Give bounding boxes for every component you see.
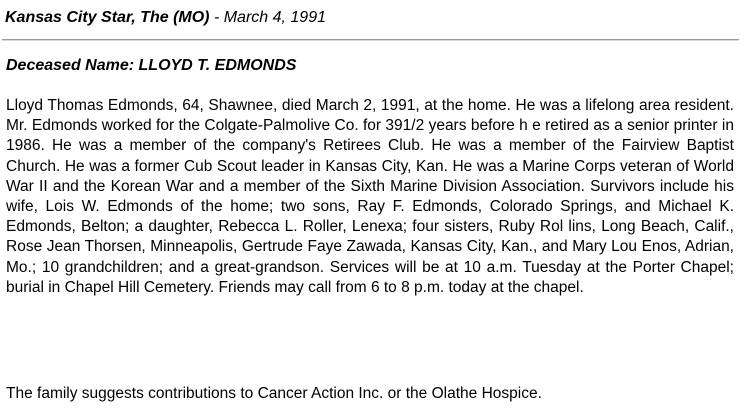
header-separator: - — [209, 9, 224, 26]
obituary-closing: The family suggests contributions to Cancer Action Inc. or the Olathe Hospice. — [6, 385, 542, 402]
publication-date: March 4, 1991 — [223, 9, 326, 26]
publication-name: Kansas City Star, The (MO) — [5, 9, 210, 26]
obituary-body: Lloyd Thomas Edmonds, 64, Shawnee, died March 2, 1991, at the home. He was a lifelong area resident. Mr. Edmonds worked for the Colgate-Palmolive Co. for 391/2 years before h e retired as a senior printer in 1986. He was a member of the company's Retirees Club. He was a member of the Fairview Baptist Church. He was a former Cub Scout leader in Kansas City, Kan. He was a Marine Corps veteran of World War II and the Korean War and a member of the Sixth Marine Division Association. Survivors include his wife, Lois W. Edmonds of the home; two sons, Ray F. Edmonds, Colorado Springs, and Michael K. Edmonds, Belton; a daughter, Rebecca L. Roller, Lenexa; four sisters, Ruby Rol lins, Long Beach, Calif., Rose Jean Thorsen, Minneapolis, Gertrude Faye Zawada, Kansas City, Kan., and Mary Lou Enos, Adrian, Mo.; 10 grandchildren; and a great-grandson. Services will be at 10 a.m. Tuesday at the Porter Chapel; burial in Chapel Hill Cemetery. Friends may call from 6 to 8 p.m. today at the chapel. — [6, 97, 734, 296]
deceased-name-heading: Deceased Name: LLOYD T. EDMONDS — [6, 57, 297, 74]
publication-header — [5, 8, 326, 28]
header-divider — [2, 39, 739, 41]
